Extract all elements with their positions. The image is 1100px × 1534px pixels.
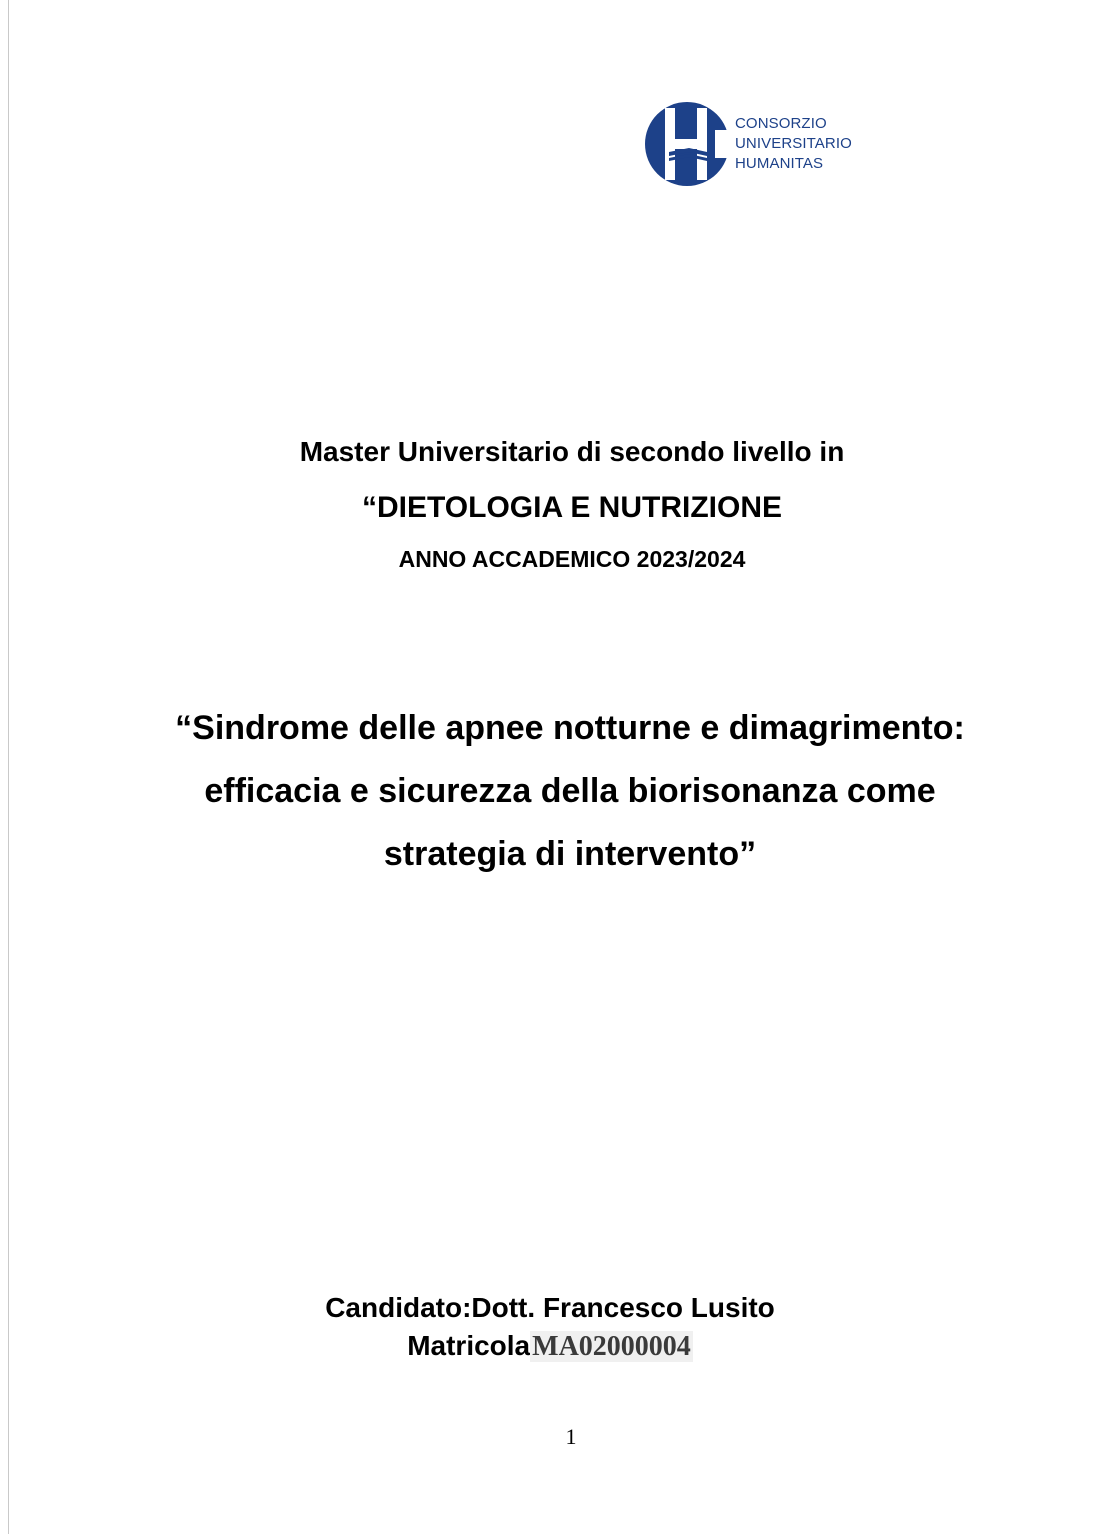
thesis-line-2: efficacia e sicurezza della biorisonanza come	[204, 772, 936, 810]
consorzio-humanitas-logo-icon	[645, 100, 729, 188]
logo-text	[735, 114, 852, 174]
candidate-name: Candidato:Dott. Francesco Lusito	[325, 1292, 775, 1323]
matricola-label: Matricola	[407, 1330, 531, 1361]
thesis-line-1: “Sindrome delle apnee notturne e dimagrimento:	[175, 709, 965, 747]
page-number: 1	[565, 1424, 577, 1449]
course-title: “DIETOLOGIA E NUTRIZIONE	[361, 491, 782, 524]
consorzio-logo	[645, 100, 885, 192]
matricola-value: MA02000004	[532, 1331, 691, 1362]
matricola	[0, 1330, 1100, 1363]
thesis-line-3: strategia di intervento”	[383, 835, 757, 873]
logo-line-3: HUMANITAS	[735, 155, 824, 172]
logo-line-2: UNIVERSITARIO	[735, 135, 852, 152]
master-title: Master Universitario di secondo livello in	[299, 436, 845, 467]
logo-line-1: CONSORZIO	[735, 115, 827, 132]
thesis-title	[60, 697, 1080, 886]
academic-year: ANNO ACCADEMICO 2023/2024	[398, 546, 746, 572]
